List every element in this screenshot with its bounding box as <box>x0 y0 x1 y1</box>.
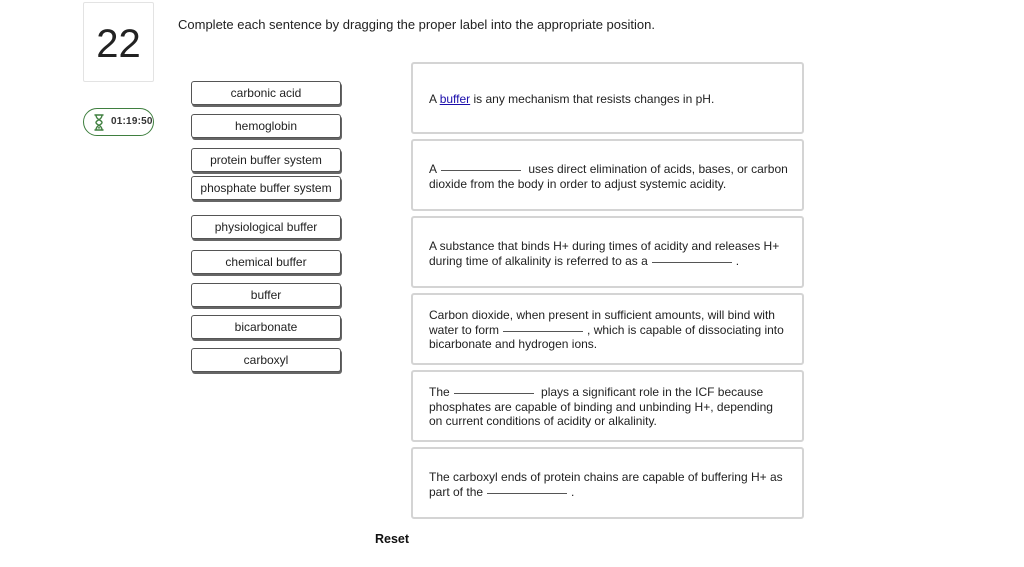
question-number: 22 <box>96 22 141 66</box>
target-sentence <box>429 385 788 429</box>
instruction-text: Complete each sentence by dragging the proper label into the appropriate position. <box>178 17 655 32</box>
sentence-before: Carbon dioxide, when present in sufficient amounts, will bind with water to form <box>429 308 775 337</box>
sentence-after: . <box>735 253 740 268</box>
label-hemoglobin[interactable]: hemoglobin <box>191 114 341 138</box>
timer-text: 01:19:50 <box>111 116 153 127</box>
drop-target[interactable] <box>411 62 804 134</box>
question-number-box <box>83 2 154 82</box>
sentence-before: A substance that binds H+ during times of acidity and releases H+ during time of alkalinity is referred to as a <box>429 239 780 268</box>
hourglass-icon <box>93 114 105 131</box>
blank-slot[interactable] <box>652 262 732 263</box>
drop-target[interactable] <box>411 370 804 442</box>
blank-slot[interactable] <box>454 393 534 394</box>
sentence-before: A <box>429 92 437 106</box>
sentence-after: plays a significant role in the ICF because phosphates are capable of binding and unbinding H+, depending on current conditions of acidity or alkalinity. <box>429 385 773 429</box>
sentence-before: The <box>429 385 450 399</box>
sentence-after: . <box>571 484 575 499</box>
target-sentence <box>429 162 788 191</box>
blank-slot[interactable] <box>441 170 521 171</box>
drop-target[interactable] <box>411 293 804 365</box>
label-chemical-buffer[interactable]: chemical buffer <box>191 250 341 274</box>
sentence-after: uses direct elimination of acids, bases, or carbon dioxide from the body in order to adjust systemic acidity. <box>429 162 788 191</box>
label-carbonic-acid[interactable]: carbonic acid <box>191 81 341 105</box>
label-protein-buffer-system[interactable]: protein buffer system <box>191 148 341 172</box>
sentence-before: The carboxyl ends of protein chains are capable of buffering H+ as part of the <box>429 470 783 499</box>
drop-target[interactable] <box>411 447 804 519</box>
target-sentence <box>429 92 788 107</box>
drop-target[interactable] <box>411 216 804 288</box>
target-sentence <box>429 470 788 499</box>
sentence-after: , which is capable of dissociating into bicarbonate and hydrogen ions. <box>429 322 784 352</box>
drop-target[interactable] <box>411 139 804 211</box>
placed-label-buffer[interactable]: buffer <box>439 92 471 106</box>
label-carboxyl[interactable]: carboxyl <box>191 348 341 372</box>
sentence-after: is any mechanism that resists changes in pH. <box>473 92 715 106</box>
label-phosphate-buffer-system[interactable]: phosphate buffer system <box>191 176 341 200</box>
sentence-before: A <box>429 162 438 176</box>
reset-button[interactable]: Reset <box>375 532 410 546</box>
blank-slot[interactable] <box>487 493 567 494</box>
target-sentence <box>429 308 788 352</box>
blank-slot[interactable] <box>503 331 583 332</box>
label-physiological-buffer[interactable]: physiological buffer <box>191 215 341 239</box>
target-sentence <box>429 239 788 268</box>
label-bicarbonate[interactable]: bicarbonate <box>191 315 341 339</box>
label-buffer[interactable]: buffer <box>191 283 341 307</box>
timer-badge <box>83 108 154 136</box>
